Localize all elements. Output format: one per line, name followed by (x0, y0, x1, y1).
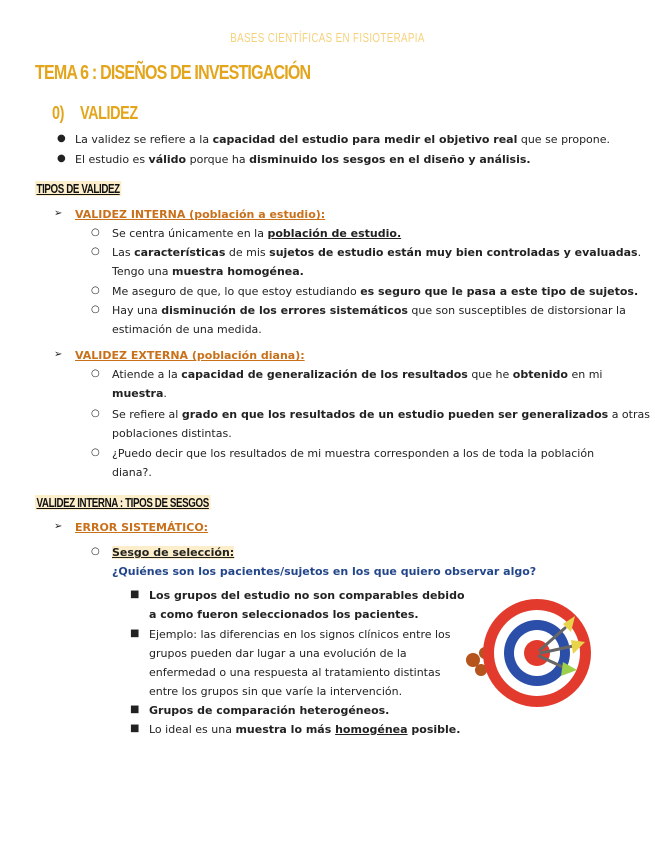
heading-tipos-validez: TIPOS DE VALIDEZ (36, 181, 120, 196)
text-segment: homogénea (335, 723, 408, 736)
text-segment: a otras (608, 408, 650, 421)
arrow-bullet-icon: ➢ (54, 349, 63, 360)
text-segment: es seguro que le pasa a este tipo de sujetos. (360, 285, 639, 298)
text-line (75, 150, 531, 169)
text-line (112, 384, 167, 403)
text-segment: sujetos de estudio están muy bien controladas y evaluadas (269, 246, 638, 259)
sesgo-seleccion-line (112, 543, 234, 562)
square-bullet-icon: ■ (130, 704, 140, 715)
text-segment: . (637, 246, 642, 259)
text-segment: muestra (112, 387, 164, 400)
text-segment: ¿Puedo decir que los resultados de mi muestra corresponden a los de toda la población (112, 447, 595, 460)
text-line (112, 444, 594, 463)
text-segment: Lo ideal es una (149, 723, 236, 736)
text-segment: grupos pueden dar lugar a una evolución de la (149, 647, 407, 660)
text-segment: grado en que los resultados de un estudio pueden ser generalizados (181, 408, 609, 421)
arrow-bullet-icon: ➢ (54, 521, 63, 532)
text-segment: estimación de una medida. (112, 323, 262, 336)
text-segment: Se refiere al (112, 408, 182, 421)
text-line (149, 644, 407, 663)
text-segment: muestra homogénea. (171, 265, 304, 278)
square-bullet-icon: ■ (130, 589, 140, 600)
square-bullet-icon: ■ (130, 723, 140, 734)
main-title: TEMA 6 : DISEÑOS DE INVESTIGACIÓN (35, 62, 311, 84)
circle-bullet-icon: ○ (91, 246, 100, 257)
circle-bullet-icon: ○ (91, 368, 100, 379)
document-header: BASES CIENTÍFICAS EN FISIOTERAPIA (230, 30, 425, 45)
heading-tipos-sesgos: VALIDEZ INTERNA : TIPOS DE SESGOS (36, 495, 209, 510)
text-segment: posible. (407, 723, 461, 736)
text-line (112, 365, 602, 384)
text-line (112, 320, 262, 339)
text-segment: enfermedad o una respuesta al tratamiento distintas (149, 666, 441, 679)
text-line (149, 663, 440, 682)
text-segment: Los grupos del estudio no son comparables debido (149, 589, 465, 602)
text-segment: válido (148, 153, 187, 166)
text-line (149, 720, 460, 739)
circle-bullet-icon: ○ (91, 304, 100, 315)
arrow-bullet-icon: ➢ (54, 208, 63, 219)
text-line (75, 130, 610, 149)
dartboard-image (455, 598, 605, 713)
text-segment: entre los grupos sin que varíe la intervención. (149, 685, 403, 698)
text-line (112, 282, 638, 301)
circle-bullet-icon: ○ (91, 285, 100, 296)
text-segment: Se centra únicamente en la (112, 227, 268, 240)
section-number: 0) (52, 103, 65, 123)
text-line (149, 682, 402, 701)
text-line (112, 301, 626, 320)
text-line (112, 243, 641, 262)
text-line (112, 405, 650, 424)
text-segment: de mis (225, 246, 270, 259)
text-segment: Ejemplo: las diferencias en los signos clínicos entre los (149, 628, 451, 641)
text-line (149, 625, 451, 644)
text-segment: muestra lo más (235, 723, 336, 736)
text-segment: El estudio es (75, 153, 149, 166)
label-sesgo-seleccion: Sesgo de selección: (112, 546, 235, 559)
circle-bullet-icon: ○ (91, 447, 100, 458)
text-line (112, 424, 232, 443)
text-segment: obtenido (512, 368, 568, 381)
circle-bullet-icon: ○ (91, 546, 100, 557)
text-segment: diana?. (112, 466, 152, 479)
text-segment: capacidad del estudio para medir el objetivo real (212, 133, 518, 146)
text-line (112, 463, 152, 482)
text-segment: en mi (567, 368, 603, 381)
label-error-sistematico: ERROR SISTEMÁTICO: (75, 521, 209, 534)
text-segment: disminuido los sesgos en el diseño y análisis. (249, 153, 531, 166)
question-text: ¿Quiénes son los pacientes/sujetos en los que quiero observar algo? (112, 565, 537, 578)
bullet-dot-icon: ● (57, 133, 66, 144)
text-segment: disminución de los errores sistemáticos (161, 304, 408, 317)
text-line (112, 224, 401, 243)
text-segment: que he (467, 368, 513, 381)
text-segment: poblaciones distintas. (112, 427, 232, 440)
text-segment: Las (112, 246, 135, 259)
label-validez-interna: VALIDEZ INTERNA (población a estudio): (75, 208, 326, 221)
text-segment: La validez se refiere a la (75, 133, 213, 146)
text-segment: a como fueron seleccionados los pacientes. (149, 608, 419, 621)
text-segment: . (163, 387, 167, 400)
text-segment: Hay una (112, 304, 162, 317)
label-validez-externa: VALIDEZ EXTERNA (población diana): (75, 349, 305, 362)
text-segment: que se propone. (517, 133, 611, 146)
bullet-dot-icon: ● (57, 153, 66, 164)
square-bullet-icon: ■ (130, 628, 140, 639)
text-segment: Me aseguro de que, lo que estoy estudiando (112, 285, 361, 298)
text-line (112, 262, 304, 281)
text-line (149, 586, 465, 605)
text-segment: Atiende a la (112, 368, 182, 381)
text-segment: porque ha (186, 153, 250, 166)
text-segment: capacidad de generalización de los resultados (181, 368, 468, 381)
text-segment: Grupos de comparación heterogéneos. (149, 704, 390, 717)
text-line (149, 701, 389, 720)
circle-bullet-icon: ○ (91, 227, 100, 238)
section-heading-validez (52, 103, 138, 124)
text-segment: población de estudio. (267, 227, 402, 240)
text-segment: características (134, 246, 226, 259)
text-segment: que son susceptibles de distorsionar la (407, 304, 626, 317)
text-line (149, 605, 419, 624)
section-title: VALIDEZ (80, 103, 138, 123)
circle-bullet-icon: ○ (91, 408, 100, 419)
text-segment: Tengo una (112, 265, 172, 278)
